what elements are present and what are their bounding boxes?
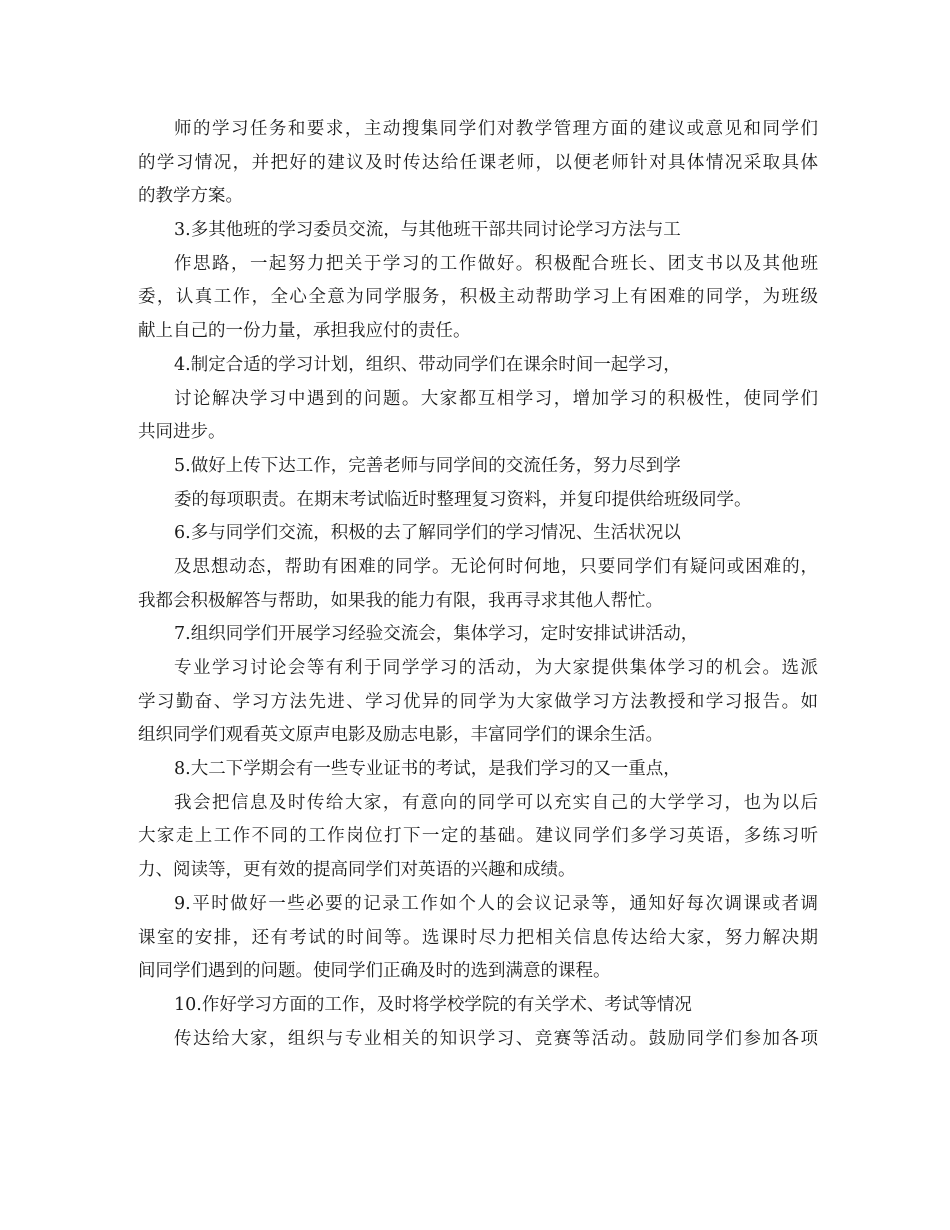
text-line: 我都会积极解答与帮助，如果我的能力有限，我再寻求其他人帮忙。 xyxy=(138,590,663,611)
text-line: 的教学方案。 xyxy=(138,186,243,207)
text-line: 献上自己的一份力量，承担我应付的责任。 xyxy=(138,321,471,342)
text-line: 我会把信息及时传给大家，有意向的同学可以充实自己的大学学习，也为以后 xyxy=(174,792,818,813)
text-line: 7.组织同学们开展学习经验交流会，集体学习，定时安排试讲活动， xyxy=(174,624,699,645)
text-line: 10.作好学习方面的工作，及时将学校学院的有关学术、考试等情况 xyxy=(174,994,692,1015)
text-line: 讨论解决学习中遇到的问题。大家都互相学习，增加学习的积极性，使同学们 xyxy=(174,388,818,409)
text-line: 共同进步。 xyxy=(138,422,226,443)
text-line: 4.制定合适的学习计划，组织、带动同学们在课余时间一起学习， xyxy=(174,354,681,375)
text-line: 力、阅读等，更有效的提高同学们对英语的兴趣和成绩。 xyxy=(138,860,576,881)
text-line: 8.大二下学期会有一些专业证书的考试，是我们学习的又一重点， xyxy=(174,759,681,780)
text-line: 师的学习任务和要求，主动搜集同学们对教学管理方面的建议或意见和同学们 xyxy=(174,119,818,139)
text-line: 的学习情况，并把好的建议及时传达给任课老师，以便老师针对具体情况采取具体 xyxy=(138,152,818,173)
text-line: 传达给大家，组织与专业相关的知识学习、竞赛等活动。鼓励同学们参加各项 xyxy=(174,1028,818,1049)
text-line: 学习勤奋、学习方法先进、学习优异的同学为大家做学习方法教授和学习报告。如 xyxy=(138,691,818,712)
text-line: 大家走上工作不同的工作岗位打下一定的基础。建议同学们多学习英语，多练习听 xyxy=(138,826,818,847)
text-line: 6.多与同学们交流，积极的去了解同学们的学习情况、生活状况以 xyxy=(174,523,681,544)
text-line: 作思路，一起努力把关于学习的工作做好。积极配合班长、团支书以及其他班 xyxy=(174,253,818,274)
text-line: 间同学们遇到的问题。使同学们正确及时的选到满意的课程。 xyxy=(138,961,611,982)
text-line: 及思想动态，帮助有困难的同学。无论何时何地，只要同学们有疑问或困难的， xyxy=(174,556,818,577)
text-line: 组织同学们观看英文原声电影及励志电影，丰富同学们的课余生活。 xyxy=(138,725,663,746)
text-line: 委的每项职责。在期末考试临近时整理复习资料，并复印提供给班级同学。 xyxy=(174,489,752,510)
text-line: 专业学习讨论会等有利于同学学习的活动，为大家提供集体学习的机会。选派 xyxy=(174,658,818,678)
text-line: 9.平时做好一些必要的记录工作如个人的会议记录等，通知好每次调课或者调 xyxy=(174,893,818,914)
text-line: 课室的安排，还有考试的时间等。选课时尽力把相关信息传达给大家，努力解决期 xyxy=(138,927,818,948)
document-page xyxy=(138,113,818,1056)
text-line: 委，认真工作，全心全意为同学服务，积极主动帮助学习上有困难的同学，为班级 xyxy=(138,287,818,308)
text-line: 5.做好上传下达工作，完善老师与同学间的交流任务，努力尽到学 xyxy=(174,455,681,476)
text-line: 3.多其他班的学习委员交流，与其他班干部共同讨论学习方法与工 xyxy=(174,220,681,241)
